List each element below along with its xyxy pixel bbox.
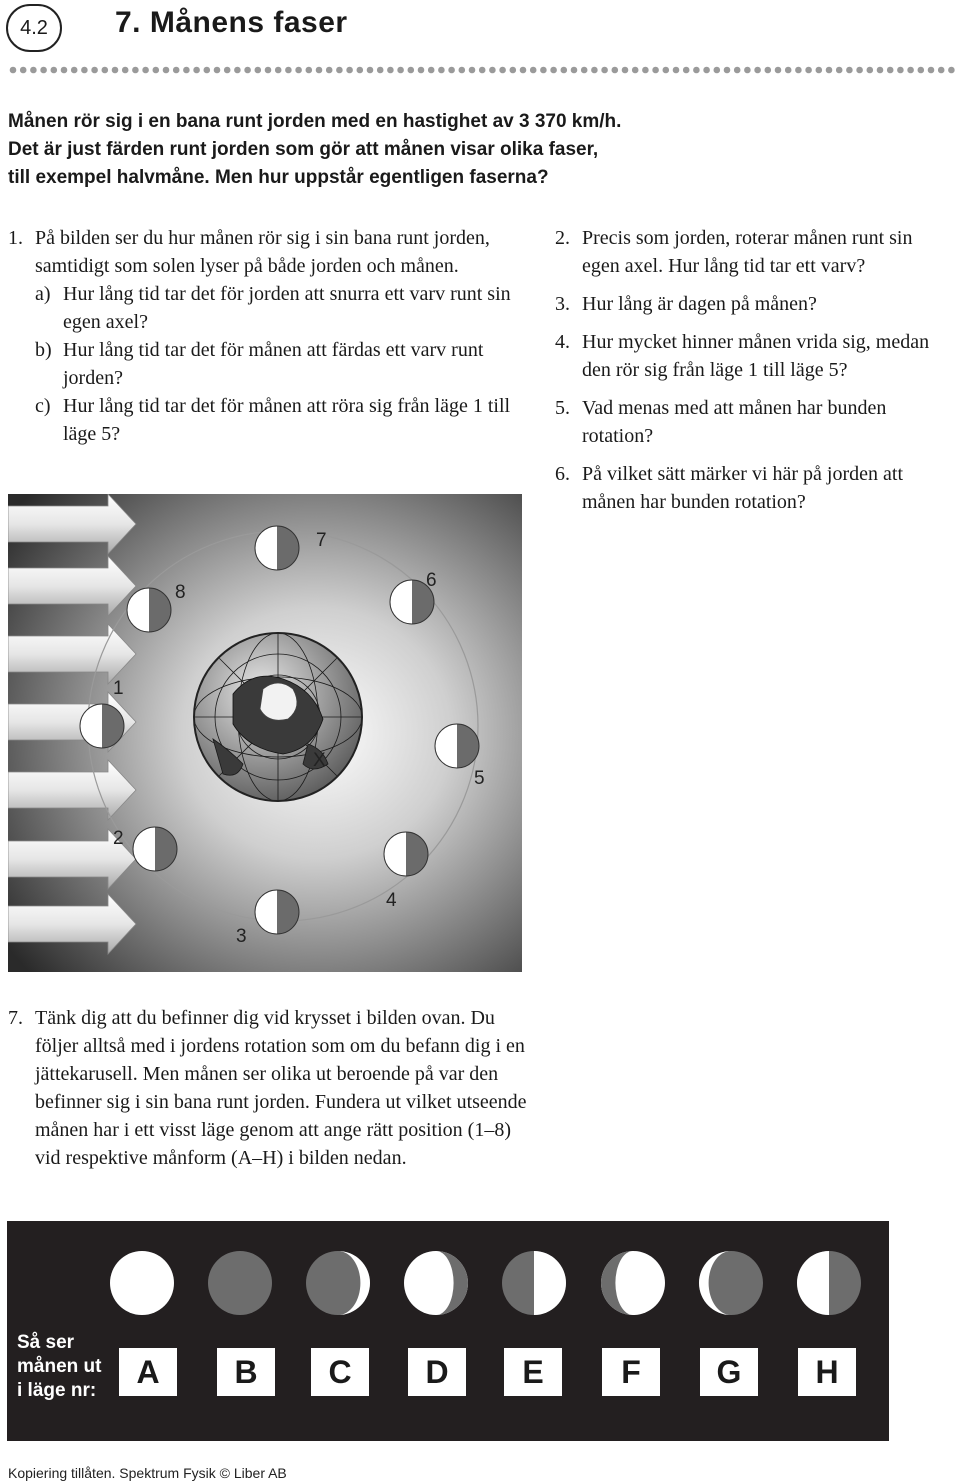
caption-line: i läge nr: <box>17 1380 97 1401</box>
divider-dot <box>795 67 802 74</box>
divider-dot <box>336 67 343 74</box>
divider-dot <box>479 67 486 74</box>
position-label-2: 2 <box>113 828 124 849</box>
divider-dot <box>581 67 588 74</box>
divider-dot <box>918 67 925 74</box>
sub-label: b) <box>35 339 52 361</box>
caption-line: månen ut <box>17 1356 102 1377</box>
divider-dot <box>244 67 251 74</box>
moon-phase-g <box>699 1251 763 1315</box>
answer-box-e[interactable]: E <box>504 1348 562 1396</box>
divider-dot <box>285 67 292 74</box>
position-label-4: 4 <box>386 890 397 911</box>
divider-dot <box>652 67 659 74</box>
divider-dot <box>234 67 241 74</box>
moon-phase-a <box>110 1251 174 1315</box>
divider-dot <box>142 67 149 74</box>
sub-question-b <box>35 336 528 392</box>
moon-phase-b <box>208 1251 272 1315</box>
divider-dot <box>469 67 476 74</box>
answer-box-f[interactable]: F <box>602 1348 660 1396</box>
question-number: 3. <box>555 293 570 315</box>
divider-dot <box>591 67 598 74</box>
section-badge <box>6 4 62 52</box>
question-number: 7. <box>8 1007 23 1029</box>
question-text: På vilket sätt märker vi här på jorden att månen har bunden rotation? <box>582 463 904 513</box>
divider-dot <box>734 67 741 74</box>
divider-dot <box>816 67 823 74</box>
section-number: 4.2 <box>20 16 48 39</box>
divider-dot <box>938 67 945 74</box>
divider-dot <box>897 67 904 74</box>
divider-dot <box>571 67 578 74</box>
question-5 <box>555 394 955 450</box>
intro-line: Det är just färden runt jorden som gör att månen visar olika faser, <box>8 139 599 160</box>
divider-dot <box>193 67 200 74</box>
moon-phase-panel <box>7 1221 889 1441</box>
position-label-7: 7 <box>316 530 327 551</box>
divider-dot <box>550 67 557 74</box>
position-label-1: 1 <box>113 678 124 699</box>
earth <box>194 633 362 801</box>
divider-dot <box>306 67 313 74</box>
divider-dot <box>408 67 415 74</box>
panel-caption <box>17 1331 101 1403</box>
divider-dot <box>428 67 435 74</box>
position-label-6: 6 <box>426 570 437 591</box>
divider-dot <box>887 67 894 74</box>
question-text: På bilden ser du hur månen rör sig i sin bana runt jorden, samtidigt som solen lyser på både jorden och månen. <box>35 227 490 277</box>
divider-dot <box>367 67 374 74</box>
divider-dot <box>102 67 109 74</box>
divider-dot <box>785 67 792 74</box>
divider-dot <box>683 67 690 74</box>
position-label-3: 3 <box>236 926 247 947</box>
divider-dot <box>754 67 761 74</box>
sub-text: Hur lång tid tar det för månen att röra sig från läge 1 till läge 5? <box>63 395 511 445</box>
divider-dot <box>856 67 863 74</box>
position-label-5: 5 <box>474 768 485 789</box>
divider-dot <box>510 67 517 74</box>
divider-dot <box>703 67 710 74</box>
question-text: Hur mycket hinner månen vrida sig, medan den rör sig från läge 1 till läge 5? <box>582 331 930 381</box>
divider-dot <box>316 67 323 74</box>
sub-text: Hur lång tid tar det för månen att färdas ett varv runt jorden? <box>63 339 484 389</box>
moon-position-3 <box>255 890 299 934</box>
moon-position-1 <box>80 704 124 748</box>
footer-copyright: Kopiering tillåten. Spektrum Fysik © Liber AB <box>8 1465 287 1481</box>
divider-dot <box>877 67 884 74</box>
sub-question-a <box>35 280 528 336</box>
divider-dot <box>867 67 874 74</box>
sub-question-c <box>35 392 528 448</box>
divider-dot <box>520 67 527 74</box>
question-text: Tänk dig att du befinner dig vid krysset i bilden ovan. Du följer alltså med i jordens rotation som om du befann dig i en jättekarusell. Men månen ser olika ut beroende på var den befinner sig i sin bana runt jorden. Fundera ut vilket utseende månen har i ett visst läge genom att ange rätt position (1–8) vid respektive månform (A–H) i bilden nedan. <box>35 1007 527 1169</box>
divider-dot <box>561 67 568 74</box>
divider-dot <box>10 67 17 74</box>
divider-dot <box>30 67 37 74</box>
intro-line: till exempel halvmåne. Men hur uppstår egentligen faserna? <box>8 167 549 188</box>
divider-dot <box>805 67 812 74</box>
divider-dot <box>907 67 914 74</box>
answer-box-b[interactable]: B <box>217 1348 275 1396</box>
divider-dot <box>387 67 394 74</box>
questions-right <box>555 224 955 526</box>
divider-dot <box>928 67 935 74</box>
divider-dot <box>846 67 853 74</box>
intro-line: Månen rör sig i en bana runt jorden med en hastighet av 3 370 km/h. <box>8 111 622 132</box>
divider-dot <box>418 67 425 74</box>
question-text: Precis som jorden, roterar månen runt sin egen axel. Hur lång tid tar ett varv? <box>582 227 913 277</box>
dotted-divider <box>8 64 956 76</box>
cross-marker: X <box>313 750 326 771</box>
sub-text: Hur lång tid tar det för jorden att snurra ett varv runt sin egen axel? <box>63 283 511 333</box>
divider-dot <box>765 67 772 74</box>
answer-box-d[interactable]: D <box>408 1348 466 1396</box>
divider-dot <box>775 67 782 74</box>
moon-position-8 <box>127 588 171 632</box>
divider-dot <box>122 67 129 74</box>
moon-phase-d <box>404 1251 468 1315</box>
divider-dot <box>601 67 608 74</box>
question-number: 2. <box>555 227 570 249</box>
divider-dot <box>163 67 170 74</box>
question-text: Hur lång är dagen på månen? <box>582 293 817 315</box>
divider-dot <box>132 67 139 74</box>
divider-dot <box>153 67 160 74</box>
divider-dot <box>61 67 68 74</box>
divider-dot <box>224 67 231 74</box>
divider-dot <box>622 67 629 74</box>
answer-box-c[interactable]: C <box>311 1348 369 1396</box>
moon-position-7 <box>255 526 299 570</box>
answer-box-h[interactable]: H <box>798 1348 856 1396</box>
moon-phase-row <box>7 1221 889 1341</box>
moon-phase-h <box>797 1251 861 1315</box>
divider-dot <box>438 67 445 74</box>
divider-dot <box>214 67 221 74</box>
moon-phase-e <box>502 1251 566 1315</box>
divider-dot <box>663 67 670 74</box>
question-4 <box>555 328 955 384</box>
sub-label: c) <box>35 395 51 417</box>
question-text: Vad menas med att månen har bunden rotation? <box>582 397 887 447</box>
divider-dot <box>632 67 639 74</box>
divider-dot <box>173 67 180 74</box>
answer-box-g[interactable]: G <box>700 1348 758 1396</box>
divider-dot <box>295 67 302 74</box>
divider-dot <box>91 67 98 74</box>
question-number: 6. <box>555 463 570 485</box>
divider-dot <box>448 67 455 74</box>
divider-dot <box>642 67 649 74</box>
moon-phase-c <box>306 1251 370 1315</box>
divider-dot <box>275 67 282 74</box>
divider-dot <box>530 67 537 74</box>
divider-dot <box>71 67 78 74</box>
divider-dot <box>357 67 364 74</box>
divider-dot <box>346 67 353 74</box>
divider-dot <box>540 67 547 74</box>
intro-text <box>8 108 668 192</box>
moon-position-2 <box>133 827 177 871</box>
divider-dot <box>693 67 700 74</box>
divider-dot <box>612 67 619 74</box>
divider-dot <box>397 67 404 74</box>
divider-dot <box>265 67 272 74</box>
divider-dot <box>20 67 27 74</box>
question-1 <box>8 224 528 448</box>
divider-dot <box>724 67 731 74</box>
question-number: 5. <box>555 397 570 419</box>
divider-dot <box>499 67 506 74</box>
divider-dot <box>948 67 955 74</box>
position-label-8: 8 <box>175 582 186 603</box>
caption-line: Så ser <box>17 1332 75 1353</box>
question-6 <box>555 460 955 516</box>
divider-dot <box>377 67 384 74</box>
divider-dot <box>489 67 496 74</box>
moon-position-5 <box>435 724 479 768</box>
divider-dot <box>112 67 119 74</box>
question-number: 1. <box>8 227 23 249</box>
page-title: 7. Månens faser <box>115 6 348 39</box>
divider-dot <box>81 67 88 74</box>
question-number: 4. <box>555 331 570 353</box>
divider-dot <box>51 67 58 74</box>
divider-dot <box>255 67 262 74</box>
divider-dot <box>826 67 833 74</box>
answer-box-a[interactable]: A <box>119 1348 177 1396</box>
moon-orbit-diagram <box>8 494 522 972</box>
divider-dot <box>836 67 843 74</box>
sub-label: a) <box>35 283 51 305</box>
divider-dot <box>204 67 211 74</box>
question-2 <box>555 224 955 280</box>
moon-phase-f <box>601 1251 665 1315</box>
moon-position-4 <box>384 832 428 876</box>
divider-dot <box>673 67 680 74</box>
divider-dot <box>459 67 466 74</box>
question-3 <box>555 290 955 318</box>
divider-dot <box>744 67 751 74</box>
divider-dot <box>714 67 721 74</box>
divider-dot <box>40 67 47 74</box>
divider-dot <box>326 67 333 74</box>
divider-dot <box>183 67 190 74</box>
question-7 <box>8 1004 528 1172</box>
